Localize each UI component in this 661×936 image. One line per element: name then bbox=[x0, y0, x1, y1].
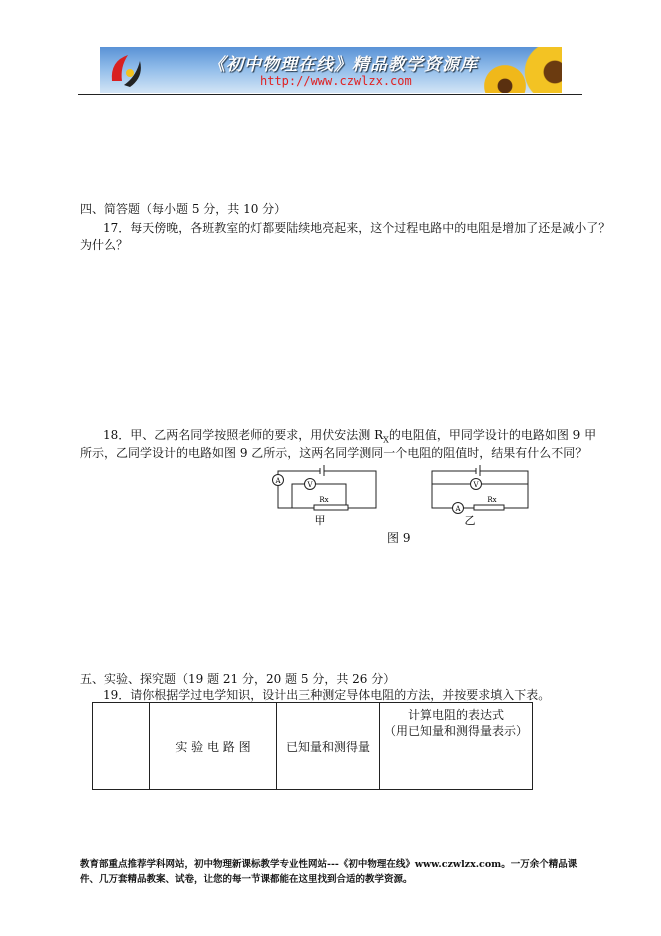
circuit-label-jia: 甲 bbox=[314, 514, 326, 527]
page-footer bbox=[80, 857, 620, 887]
table-row bbox=[93, 703, 533, 790]
question-18-part: 18．甲、乙两名同学按照老师的要求，用伏安法测 R bbox=[103, 428, 384, 442]
section-heading: 四、简答题（每小题 5 分，共 10 分） bbox=[80, 202, 287, 216]
figure-caption: 图 9 bbox=[387, 531, 411, 545]
section-heading: 五、实验、探究题（19 题 21 分，20 题 5 分，共 26 分） bbox=[80, 672, 396, 686]
header-banner bbox=[100, 47, 562, 93]
voltmeter-symbol: V bbox=[473, 481, 479, 489]
circuit-diagram-jia bbox=[268, 462, 384, 530]
table-header-formula-line1: 计算电阻的表达式 bbox=[407, 708, 504, 722]
site-logo-icon bbox=[106, 51, 146, 89]
resistor-label: Rx bbox=[487, 496, 497, 504]
banner-title: 《初中物理在线》精品教学资源库 bbox=[208, 55, 478, 75]
ammeter-symbol: A bbox=[275, 477, 281, 485]
question-18-text-cont: 所示，乙同学设计的电路如图 9 乙所示，这两名同学测同一个电阻的阻值时，结果有什么不同？ bbox=[80, 446, 588, 460]
sunflower-decoration bbox=[520, 47, 562, 93]
experiment-table bbox=[92, 702, 533, 790]
footer-line: 件、几万套精品教案、试卷，让您的每一节课都能在这里找到合适的教学资源。 bbox=[80, 874, 413, 885]
question-18-part: 的电阻值，甲同学设计的电路如图 9 甲 bbox=[388, 428, 597, 442]
table-cell-empty[interactable] bbox=[93, 703, 150, 790]
ammeter-symbol: A bbox=[455, 505, 461, 513]
question-17-text-cont: 为什么？ bbox=[80, 238, 129, 252]
header-divider bbox=[78, 94, 582, 95]
table-header-formula bbox=[380, 703, 533, 790]
voltmeter-symbol: V bbox=[307, 481, 313, 489]
circuit-diagram-yi bbox=[426, 462, 536, 530]
rx-subscript: X bbox=[383, 435, 389, 445]
question-19-text: 19．请你根据学过电学知识，设计出三种测定导体电阻的方法，并按要求填入下表。 bbox=[103, 688, 551, 702]
resistor-icon bbox=[314, 505, 348, 510]
footer-line: 教育部重点推荐学科网站，初中物理新课标教学专业性网站---《初中物理在线》www.czwlzx.com。一万余个精品课 bbox=[80, 859, 578, 870]
resistor-icon bbox=[474, 505, 504, 510]
table-header-formula-line2: （用已知量和测得量表示） bbox=[383, 724, 528, 738]
circuit-label-yi: 乙 bbox=[464, 514, 476, 527]
table-header-known: 已知量和测得量 bbox=[277, 703, 380, 790]
table-header-circuit: 实 验 电 路 图 bbox=[150, 703, 277, 790]
resistor-label: Rx bbox=[319, 496, 329, 504]
banner-url[interactable]: http://www.czwlzx.com bbox=[260, 74, 412, 88]
question-17-text: 17．每天傍晚，各班教室的灯都要陆续地亮起来，这个过程电路中的电阻是增加了还是减小了？ bbox=[103, 221, 611, 235]
